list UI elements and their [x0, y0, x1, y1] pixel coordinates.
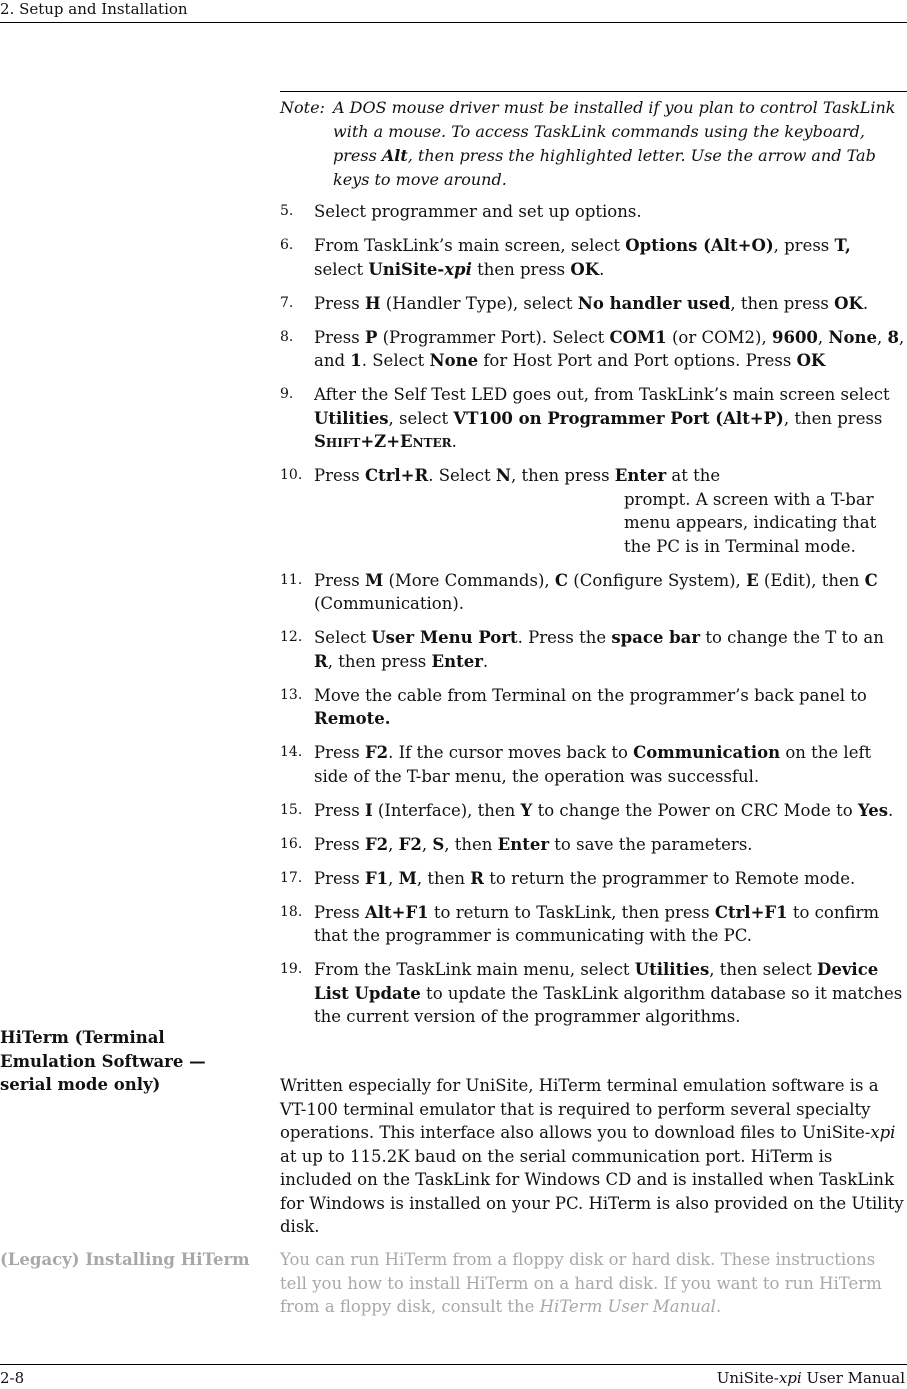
- step-7: 7. Press H (Handler Type), select No handler used, then press OK.: [280, 292, 905, 316]
- step-number: 7.: [280, 294, 294, 311]
- step-number: 11.: [280, 571, 303, 588]
- step-number: 8.: [280, 328, 294, 345]
- step-number: 16.: [280, 835, 303, 852]
- step-number: 12.: [280, 629, 303, 645]
- step-number: 10.: [280, 467, 303, 483]
- step-number: 9.: [280, 386, 294, 402]
- manual-title: UniSite-xpi User Manual: [716, 1369, 905, 1387]
- step-16: 16. Press F2, F2, S, then Enter to save the parameters.: [280, 833, 905, 857]
- hiterm-heading: HiTerm (Terminal Emulation Software — serial mode only): [0, 1028, 206, 1094]
- section-title: 2. Setup and Installation: [0, 0, 188, 18]
- step-number: 13.: [280, 686, 303, 703]
- note-label: Note:: [280, 98, 325, 117]
- step-6: 6. From TaskLink’s main screen, select Options (Alt+O), press T, select UniSite-xpi then press OK.: [280, 236, 851, 279]
- hiterm-paragraph: Written especially for UniSite, HiTerm terminal emulation software is a VT-100 terminal emulator that is required to perform several specialty operations. This interface also allows you to download files to UniSite-xpi at up to 115.2K baud on the serial communication port. HiTerm is included on the TaskLink for Windows CD and is installed when TaskLink for Windows is installed on your PC. HiTerm is also provided on the Utility disk.: [280, 1076, 904, 1236]
- running-header: [0, 0, 907, 23]
- step-number: 17.: [280, 869, 303, 886]
- note-text: A DOS mouse driver must be installed if you plan to control TaskLink with a mouse. To access TaskLink commands using the keyboard, press Alt, then press the highlighted letter. Use the arrow and Tab keys to move around.: [333, 98, 896, 189]
- step-8: 8. Press P (Programmer Port). Select COM1 (or COM2), 9600, None, 8, and 1. Select None for Host Port and Port options. Press OK: [280, 327, 905, 370]
- step-list: [280, 200, 905, 1039]
- step-number: 19.: [280, 961, 303, 977]
- step-19: 19. From the TaskLink main menu, select Utilities, then select Device List Update to update the TaskLink algorithm database so it matches the current version of the programmer algorithms.: [280, 960, 903, 1026]
- legacy-heading: (Legacy) Installing HiTerm: [0, 1250, 250, 1269]
- step-9: 9. After the Self Test LED goes out, from TaskLink’s main screen select Utilities, select VT100 on Programmer Port (Alt+P), then press Shift+Z+Enter.: [280, 385, 890, 451]
- step-18: 18. Press Alt+F1 to return to TaskLink, then press Ctrl+F1 to confirm that the programmer is communicating with the PC.: [280, 902, 880, 945]
- step-12: 12. Select User Menu Port. Press the space bar to change the T to an R, then press Enter.: [280, 628, 884, 671]
- step-number: 18.: [280, 903, 303, 920]
- step-number: 14.: [280, 744, 303, 760]
- step-number: 15.: [280, 801, 303, 818]
- step-11: 11. Press M (More Commands), C (Configure System), E (Edit), then C (Communication).: [280, 570, 878, 613]
- step-14: 14. Press F2. If the cursor moves back to Communication on the left side of the T-bar menu, the operation was successful.: [280, 743, 872, 786]
- running-footer: [0, 1364, 907, 1387]
- step-number: 5.: [280, 203, 294, 219]
- step-13: 13. Move the cable from Terminal on the programmer’s back panel to Remote.: [280, 685, 867, 728]
- step-15: 15. Press I (Interface), then Y to change the Power on CRC Mode to Yes.: [280, 799, 905, 823]
- step-number: 6.: [280, 237, 294, 253]
- step-17: 17. Press F1, M, then R to return the programmer to Remote mode.: [280, 867, 905, 891]
- page-number: 2-8: [0, 1369, 25, 1387]
- step-10: 10. Press Ctrl+R. Select N, then press Enter at the prompt. A screen with a T-bar menu appears, indicating that the PC is in Terminal mode.: [280, 466, 877, 556]
- note-box: [280, 91, 907, 192]
- legacy-paragraph: You can run HiTerm from a floppy disk or hard disk. These instructions tell you how to install HiTerm on a hard disk. If you want to run HiTerm from a floppy disk, consult the HiTerm User Manual.: [280, 1250, 882, 1316]
- step-5: 5. Select programmer and set up options.: [280, 200, 905, 224]
